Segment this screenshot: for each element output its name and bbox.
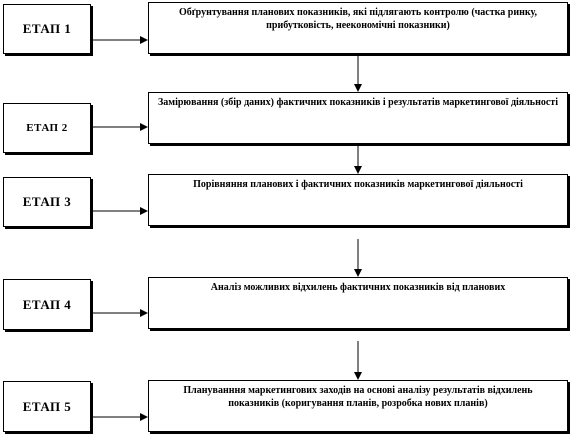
stage-2-label: ЕТАП 2 xyxy=(26,122,68,134)
stage-4-box xyxy=(3,279,91,330)
stage-4-description-box xyxy=(148,277,568,329)
stage-5-box xyxy=(3,381,91,432)
stage-1-box xyxy=(3,4,91,54)
stage-1-description-box xyxy=(148,2,568,54)
stage-1-label: ЕТАП 1 xyxy=(22,21,72,36)
stage-5-description-box xyxy=(148,380,568,432)
stage-1-description: Обґрунтування планових показників, які підлягають контролю (частка ринку, прибутковість, неекономічні показники) xyxy=(179,7,537,31)
stage-4-label: ЕТАП 4 xyxy=(22,296,72,312)
stage-4-description: Аналіз можливих відхилень фактичних показників від планових xyxy=(210,282,506,293)
stage-3-description: Порівняння планових і фактичних показників маркетингової діяльності xyxy=(193,179,523,190)
stage-2-description: Замірювання (збір даних) фактичних показників і результатів маркетингової діяльності xyxy=(158,97,558,108)
stage-5-label: ЕТАП 5 xyxy=(22,398,72,414)
stage-2-description-box xyxy=(148,92,568,144)
stage-3-box xyxy=(3,177,91,227)
stage-2-box xyxy=(3,103,91,153)
stage-3-label: ЕТАП 3 xyxy=(22,194,72,209)
stage-5-description: Плануванння маркетингових заходів на основі аналізу результатів відхилень показників (коригування планів, розробка нових планів) xyxy=(183,385,533,409)
stage-3-description-box xyxy=(148,174,568,226)
